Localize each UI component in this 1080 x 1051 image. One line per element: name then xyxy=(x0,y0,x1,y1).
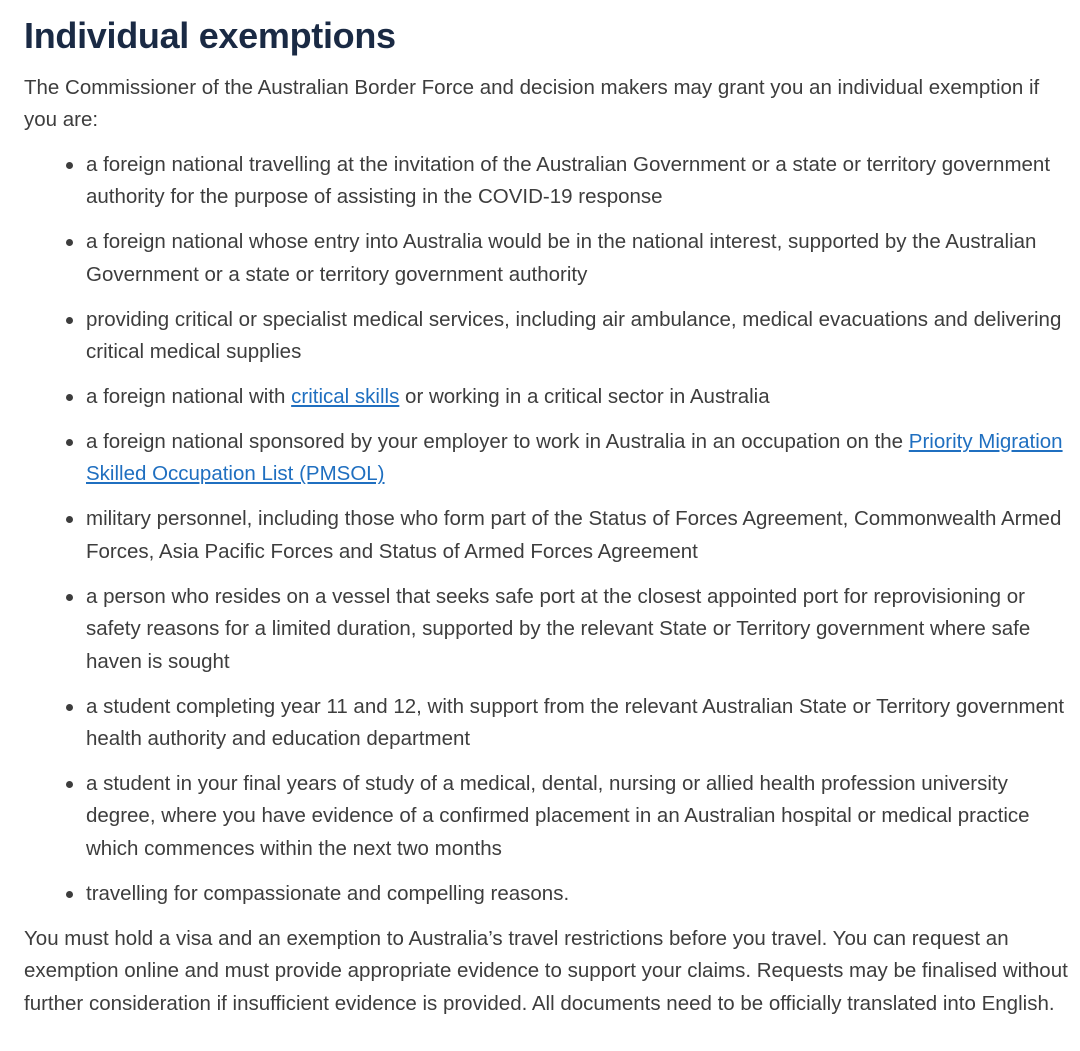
bullet-icon xyxy=(66,704,73,711)
list-item xyxy=(24,226,1080,291)
list-item-text-after: or working in a critical sector in Australia xyxy=(399,385,770,409)
critical-skills-link[interactable]: critical skills xyxy=(291,385,400,409)
list-item-text xyxy=(86,426,1080,491)
list-item-text-before: a foreign national sponsored by your employer to work in Australia in an occupation on the xyxy=(86,430,909,454)
bullet-icon xyxy=(66,594,73,601)
list-item-text: providing critical or specialist medical services, including air ambulance, medical evacuations and delivering critical medical supplies xyxy=(86,307,1062,364)
intro-paragraph: The Commissioner of the Australian Border Force and decision makers may grant you an individual exemption if you are: xyxy=(24,76,1040,132)
page-title: Individual exemptions xyxy=(24,15,396,56)
list-item-text: a foreign national whose entry into Australia would be in the national interest, supported by the Australian Government or a state or territory government authority xyxy=(86,230,1037,286)
bullet-icon xyxy=(66,439,73,446)
list-item xyxy=(24,581,1080,678)
list-item xyxy=(24,878,1080,910)
list-item xyxy=(24,768,1080,865)
list-item-text: military personnel, including those who form part of the Status of Forces Agreement, Commonwealth Armed Forces, Asia Pacific Forces and Status of Armed Forces Agreement xyxy=(86,507,1062,563)
exemption-list xyxy=(24,149,1080,910)
list-item xyxy=(24,503,1080,568)
list-item xyxy=(24,691,1080,756)
list-item-text: a student in your final years of study of a medical, dental, nursing or allied health profession university degree, where you have evidence of a confirmed placement in an Australian hospital or medical practice which commences within the next two months xyxy=(86,772,1030,860)
list-item xyxy=(24,304,1080,369)
bullet-icon xyxy=(66,394,73,401)
content-section xyxy=(24,14,1080,1020)
bullet-icon xyxy=(66,162,73,169)
list-item xyxy=(24,381,1080,413)
list-item-text-before: a foreign national with xyxy=(86,385,292,409)
closing-paragraph: You must hold a visa and an exemption to Australia’s travel restrictions before you travel. You can request an exemption online and must provide appropriate evidence to support your claims. Requests may be finalised without further consideration if insufficient evidence is provided. All documents need to be officially translated into English. xyxy=(24,926,1068,1015)
list-item xyxy=(24,149,1080,214)
bullet-icon xyxy=(66,781,73,788)
list-item-text: travelling for compassionate and compelling reasons. xyxy=(86,881,570,905)
list-item-text: a foreign national travelling at the invitation of the Australian Government or a state or territory government authority for the purpose of assisting in the COVID-19 response xyxy=(86,152,1051,209)
bullet-icon xyxy=(66,516,73,523)
list-item-text: a person who resides on a vessel that seeks safe port at the closest appointed port for reprovisioning or safety reasons for a limited duration, supported by the relevant State or Territory government where safe haven is sought xyxy=(86,584,1031,673)
list-item xyxy=(24,426,1080,491)
list-item-text xyxy=(86,381,1080,413)
bullet-icon xyxy=(66,317,73,324)
list-item-text: a student completing year 11 and 12, with support from the relevant Australian State or Territory government health authority and education department xyxy=(86,694,1065,751)
pmsol-link[interactable]: Priority Migration Skilled Occupation List (PMSOL) xyxy=(86,430,1063,486)
bullet-icon xyxy=(66,891,73,898)
bullet-icon xyxy=(66,239,73,246)
